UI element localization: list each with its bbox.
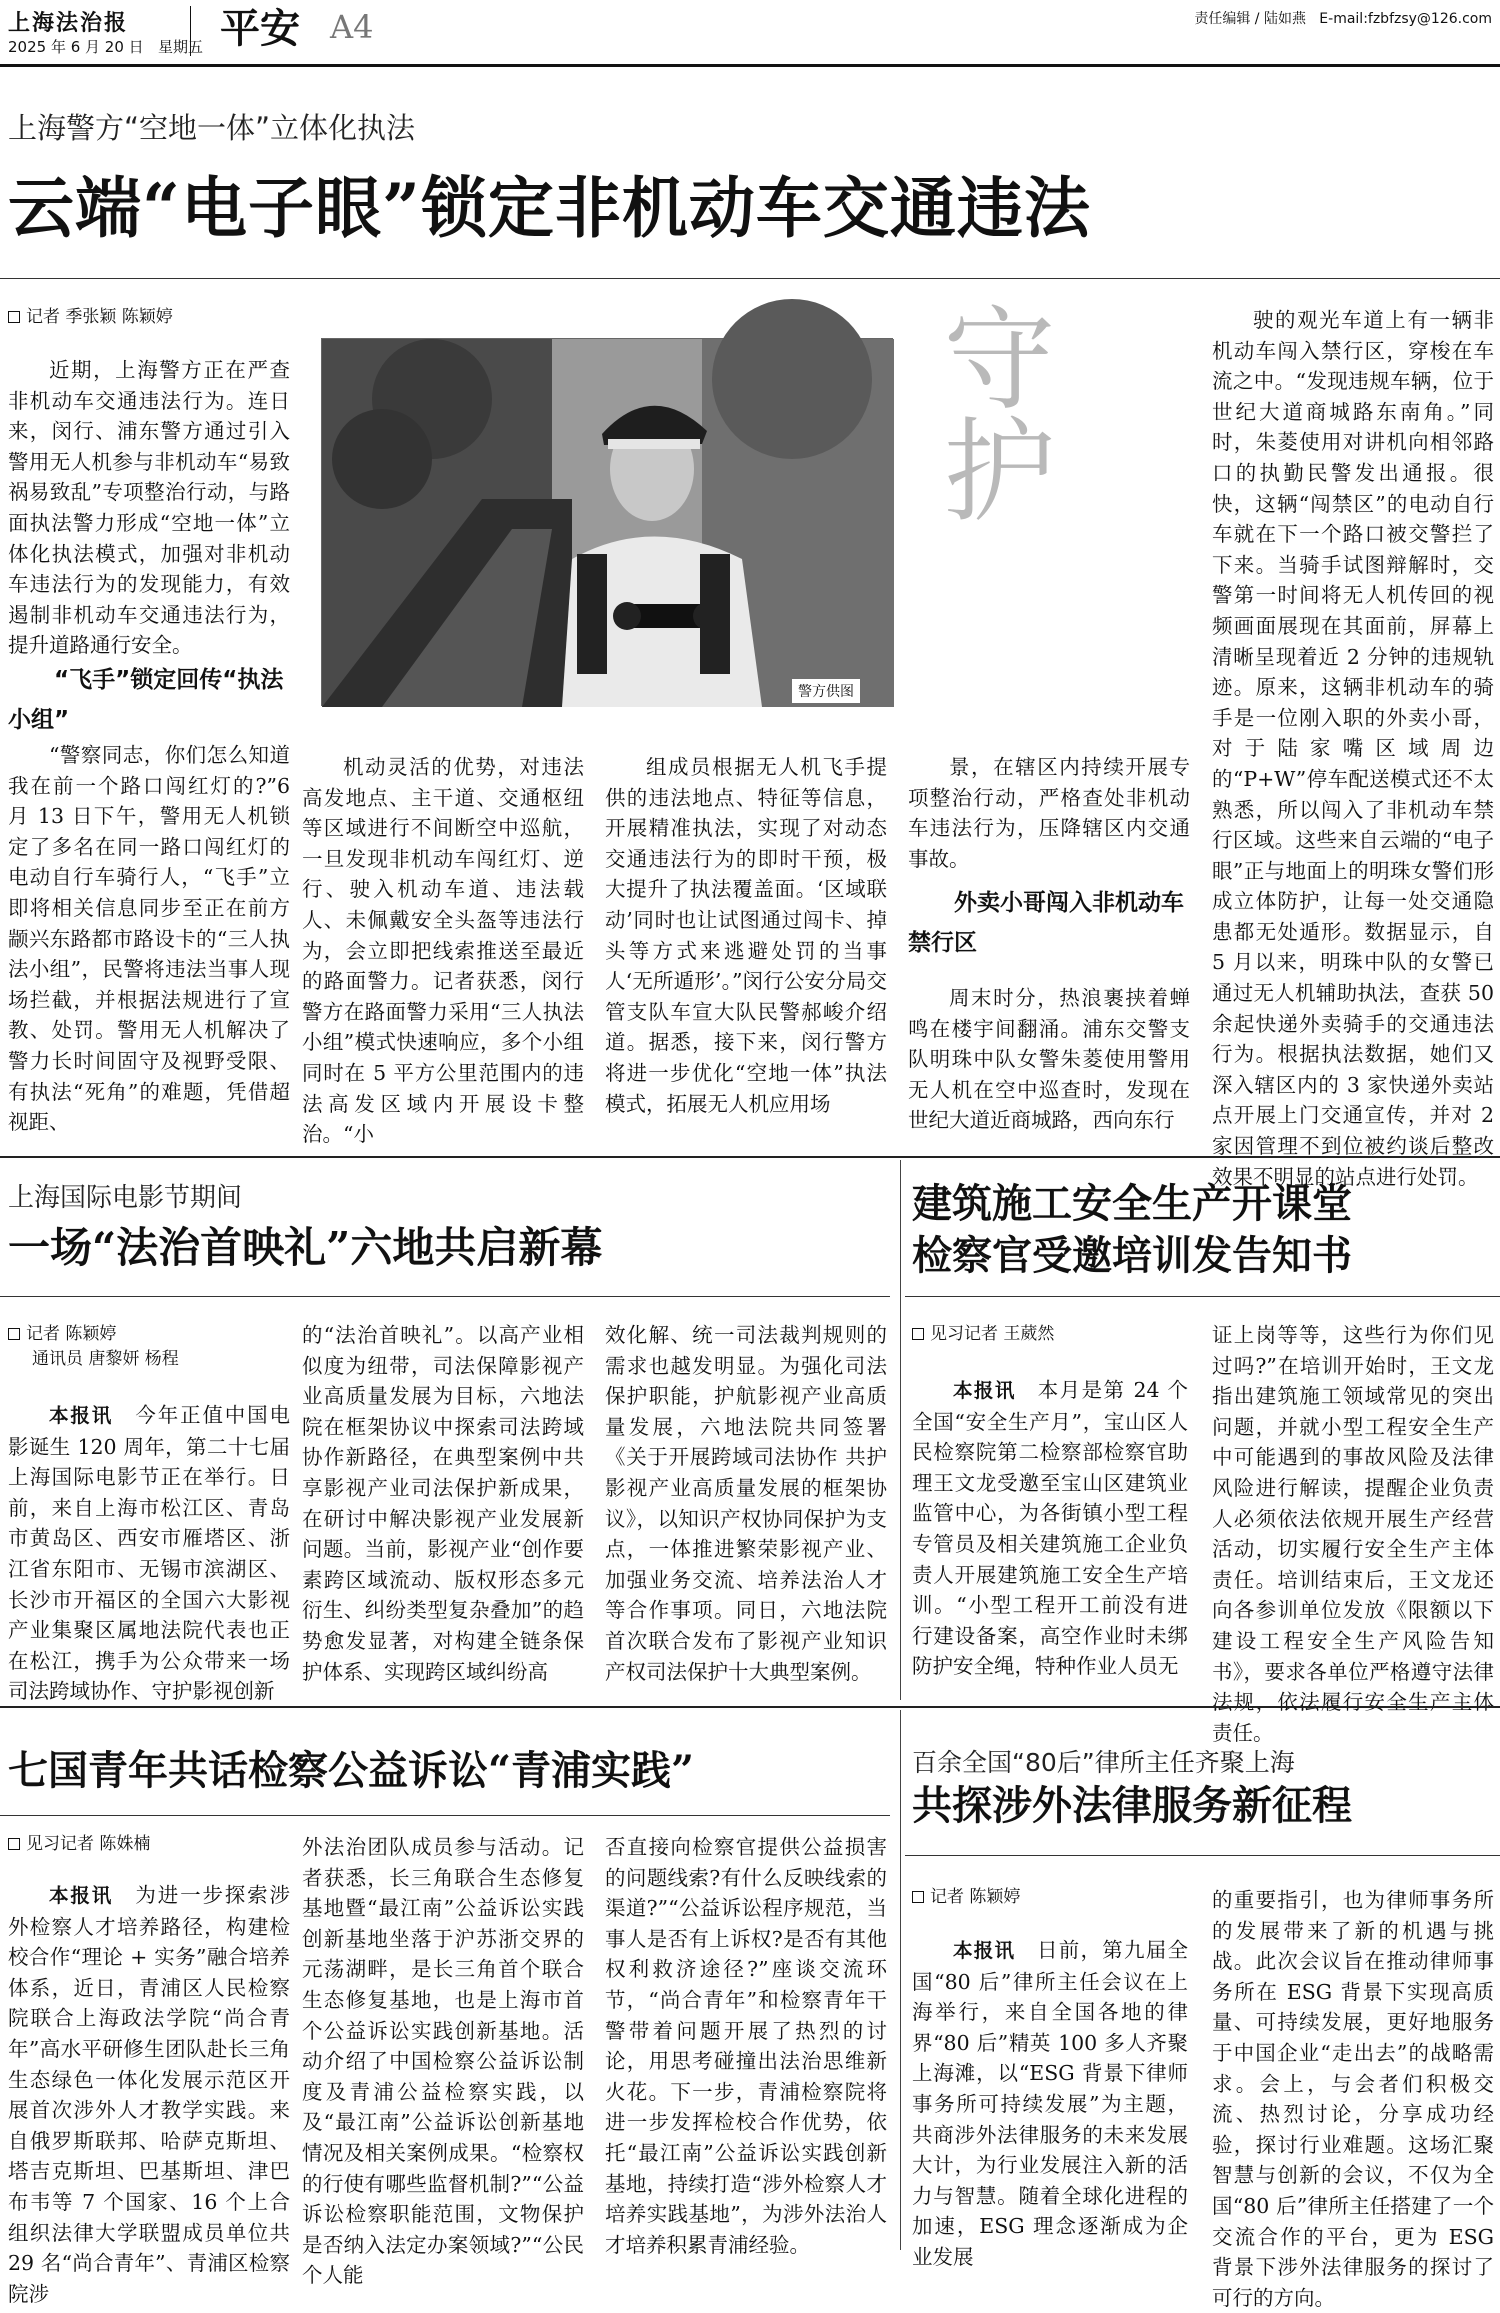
mid-rule-1 bbox=[0, 1156, 1500, 1158]
film-construction-divider bbox=[900, 1160, 901, 1700]
masthead-rule bbox=[0, 64, 1500, 67]
youth-col-3-text: 否直接向检察官提供公益损害的问题线索?有什么反映线索的渠道?”“公益诉讼程序规范，当事人是否有上诉权?是否有其他权利救济途径?”座谈交流环节，“尚合青年”和检察青年干警带着问题开展了热烈的讨论，用思考碰撞出法治思维新火花。下一步，青浦检察院将进一步发挥检校合作优势，依托“最江南”公益诉讼实践创新基地，持续打造“涉外检察人才培养实践基地”，为涉外法治人才培养积累青浦经验。 bbox=[605, 1835, 887, 2257]
film-col-1-text: 本报讯 今年正值中国电影诞生 120 周年，第二十七届上海国际电影节正在举行。日前，来自上海市松江区、青岛市黄岛区、西安市雁塔区、浙江省东阳市、无锡市滨湖区、长沙市开福区的全国六大影视产业集聚区属地法院代表也正在松江，携手为公众带来一场司法跨域协作、守护影视创新 bbox=[8, 1403, 290, 1704]
lead-col-2-text: 机动灵活的优势，对违法高发地点、主干道、交通枢纽等区域进行不间断空中巡航，一旦发现非机动车闯红灯、逆行、驶入机动车道、违法载人、未佩戴安全头盔等违法行为，会立即把线索推送至最近的路面警力。记者获悉，闵行警方在路面警力采用“三人执法小组”模式快速响应，多个小组同时在 5 平方公里范围内的违法高发区域内开展设卡整治。“小 bbox=[302, 755, 584, 1147]
film-byline: 记者 陈颖婷 通讯员 唐黎妍 杨程 bbox=[8, 1322, 179, 1372]
film-col-1 bbox=[8, 1400, 290, 1704]
film-kicker: 上海国际电影节期间 bbox=[8, 1183, 243, 1213]
lead-kicker: 上海警方“空地一体”立体化执法 bbox=[8, 111, 416, 145]
byline-marker-icon bbox=[8, 1838, 20, 1850]
youth-col-3 bbox=[605, 1832, 887, 2257]
film-rule bbox=[0, 1296, 890, 1297]
byline-marker-icon bbox=[912, 1891, 924, 1903]
construction-lead-mark: 本报讯 bbox=[953, 1379, 1016, 1402]
byline-marker-icon bbox=[8, 1328, 20, 1340]
lead-col-4-text: 景，在辖区内持续开展专项整治行动，严格查处非机动车违法行为，压降辖区内交通事故。 bbox=[908, 755, 1190, 871]
editor-line: 责任编辑 / 陆如燕 E-mail:fzbfzsy@126.com bbox=[1194, 11, 1492, 27]
construction-col-2-text: 证上岗等等，这些行为你们见过吗?”在培训开始时，王文龙指出建筑施工领域常见的突出问题，并就小型工程安全生产中可能遇到的事故风险及法律风险进行解读，提醒企业负责人必须依法依规开展生产经营活动，切实履行安全生产主体责任。培训结束后，王文龙还向各参训单位发放《限额以下建设工程安全生产风险告知书》，要求各单位严格遵守法律法规，依法履行安全生产主体责任。 bbox=[1212, 1323, 1494, 1745]
lead-rule bbox=[0, 278, 1500, 279]
construction-headline-2: 检察官受邀培训发告知书 bbox=[912, 1232, 1352, 1279]
construction-headline-1: 建筑施工安全生产开课堂 bbox=[912, 1180, 1352, 1227]
lead-col-4b bbox=[908, 983, 1190, 1178]
lead-subhead-2: 外卖小哥闯入非机动车禁行区 bbox=[908, 890, 1184, 956]
lead-col-2 bbox=[302, 752, 584, 1177]
lawyer-col-2 bbox=[1212, 1885, 1494, 2310]
lead-col-5-text: 驶的观光车道上有一辆非机动车闯入禁行区，穿梭在车流之中。“发现违规车辆，位于世纪大道商城路东南角。”同时，朱菱使用对讲机向相邻路口的执勤民警发出通报。很快，这辆“闯禁区”的电动自行车就在下一个路口被交警拦了下来。当骑手试图辩解时，交警第一时间将无人机传回的视频画面展现在其面前，屏幕上清晰呈现着近 2 分钟的违规轨迹。原来，这辆非机动车的骑手是一位刚入职的外卖小哥，对于陆家嘴区域周边的“P+W”停车配送模式还不太熟悉，所以闯入了非机动车禁行区域。这些来自云端的“电子眼”正与地面上的明珠女警们形成立体防护，让每一处交通隐患都无处遁形。数据显示，自 5 月以来，明珠中队的女警已通过无人机辅助执法，查获 50 余起快递外卖骑手的交通违法行为。根据执法数据，她们又深入辖区内的 3 家快递外卖站点开展上门交通宣传，并对 2 家因管理不到位被约谈后整改效果不明显的站点进行处罚。 bbox=[1212, 308, 1494, 1189]
lead-col-1 bbox=[8, 740, 290, 1180]
construction-byline: 见习记者 王葳然 bbox=[912, 1322, 1054, 1347]
lawyer-lead-mark: 本报讯 bbox=[953, 1939, 1016, 1962]
lead-byline: 记者 季张颖 陈颖婷 bbox=[8, 305, 173, 330]
masthead-divider bbox=[190, 6, 191, 56]
film-headline: 一场“法治首映礼”六地共启新幕 bbox=[8, 1223, 603, 1272]
youth-rule bbox=[0, 1815, 890, 1816]
page-number: A4 bbox=[330, 8, 374, 46]
lawyer-byline: 记者 陈颖婷 bbox=[912, 1885, 1020, 1910]
lead-col-3-text: 组成员根据无人机飞手提供的违法地点、特征等信息，开展精准执法，实现了对动态交通违法行为的即时干预，极大提升了执法覆盖面。‘区域联动’同时也让试图通过闯卡、掉头等方式来逃避处罚的当事人‘无所遁形’。”闵行公安分局交管支队车宣大队民警郝峻介绍道。据悉，接下来，闵行警方将进一步优化“空地一体”执法模式，拓展无人机应用场 bbox=[605, 755, 887, 1116]
section-name: 平安 bbox=[220, 6, 300, 52]
byline-marker-icon bbox=[912, 1328, 924, 1340]
lead-col-1-text: “警察同志，你们怎么知道我在前一个路口闯红灯的?”6 月 13 日下午，警用无人机锁定了多名在同一路口闯红灯的电动自行车骑行人，“飞手”立即将相关信息同步至正在前方颛兴东路都市路设卡的“三人执法小组”，民警将违法当事人现场拦截，并根据法规进行了宣教、处罚。警用无人机解决了警力长时间固守及视野受限、有执法“死角”的难题，凭借超视距、 bbox=[8, 743, 290, 1135]
calligraphy-watermark: 守护 bbox=[925, 300, 1055, 524]
youth-col-2-text: 外法治团队成员参与活动。记者获悉，长三角联合生态修复基地暨“最江南”公益诉讼实践创新基地坐落于沪苏浙交界的元荡湖畔，是长三角首个联合生态修复基地，也是上海市首个公益诉讼实践创新基地。活动介绍了中国检察公益诉讼制度及青浦公益检察实践，以及“最江南”公益诉讼创新基地情况及相关案例成果。“检察权的行使有哪些监督机制?”“公益诉讼检察职能范围，文物保护是否纳入法定办案领域?”“公民个人能 bbox=[302, 1835, 584, 2288]
construction-col-1 bbox=[912, 1375, 1188, 1700]
lead-subhead-1: “飞手”锁定回传“执法小组” bbox=[8, 667, 284, 733]
lawyer-col-1-text: 本报讯 日前，第九届全国“80 后”律所主任会议在上海举行，来自全国各地的律界“80 后”精英 100 多人齐聚上海滩，以“ESG 背景下律师事务所可持续发展”为主题，共商涉外法律服务的未来发展大计，为行业发展注入新的活力与智慧。随着全球化进程的加速，ESG 理念逐渐成为企业发展 bbox=[912, 1938, 1188, 2269]
youth-lawyer-divider bbox=[900, 1710, 901, 2250]
lead-intro bbox=[8, 355, 290, 658]
lawyer-col-1 bbox=[912, 1935, 1188, 2269]
lead-headline: 云端“电子眼”锁定非机动车交通违法 bbox=[8, 169, 1091, 247]
lead-photo bbox=[321, 338, 893, 706]
lead-col-5 bbox=[1212, 305, 1494, 1189]
youth-byline: 见习记者 陈姝楠 bbox=[8, 1832, 150, 1857]
film-col-2-text: 的“法治首映礼”。以高产业相似度为纽带，司法保障影视产业高质量发展为目标，六地法院在框架协议中探索司法跨域协作新路径，在典型案例中共享影视产业司法保护新成果，在研讨中解决影视产业发展新问题。当前，影视产业“创作要素跨区域流动、版权形态多元衍生、纠纷类型复杂叠加”的趋势愈发显著，对构建全链条保护体系、实现跨区域纠纷高 bbox=[302, 1323, 584, 1684]
film-lead-mark: 本报讯 bbox=[49, 1404, 114, 1427]
lead-col-3 bbox=[605, 752, 887, 1177]
lawyer-rule bbox=[905, 1855, 1500, 1856]
lawyer-headline: 共探涉外法律服务新征程 bbox=[912, 1782, 1352, 1829]
lead-intro-text: 近期，上海警方正在严查非机动车交通违法行为。连日来，闵行、浦东警方通过引入警用无人机参与非机动车“易致祸易致乱”专项整治行动，与路面执法警力形成“空地一体”立体化执法模式，加强对非机动车违法行为的发现能力，有效遏制非机动车交通违法行为，提升道路通行安全。 bbox=[8, 358, 290, 658]
youth-col-1 bbox=[8, 1880, 290, 2306]
lead-col-4b-text: 周末时分，热浪裹挟着蝉鸣在楼宇间翻涌。浦东交警支队明珠中队女警朱菱使用警用无人机在空中巡查时，发现在世纪大道近商城路，西向东行 bbox=[908, 986, 1190, 1133]
lead-col-4 bbox=[908, 752, 1190, 882]
film-col-3 bbox=[605, 1320, 887, 1700]
masthead bbox=[0, 0, 1500, 62]
construction-rule bbox=[905, 1296, 1500, 1297]
youth-headline: 七国青年共话检察公益诉讼“青浦实践” bbox=[8, 1747, 695, 1794]
police-drone-operator-image bbox=[322, 339, 894, 707]
construction-col-2 bbox=[1212, 1320, 1494, 1745]
film-col-3-text: 效化解、统一司法裁判规则的需求也越发明显。为强化司法保护职能，护航影视产业高质量发展，六地法院共同签署《关于开展跨域司法协作 共护影视产业高质量发展的框架协议》，以知识产权协同保护为支点，一体推进繁荣影视产业、加强业务交流、培养法治人才等合作事项。同日，六地法院首次联合发布了影视产业知识产权司法保护十大典型案例。 bbox=[605, 1323, 887, 1684]
youth-col-2 bbox=[302, 1832, 584, 2288]
construction-col-1-text: 本报讯 本月是第 24 个全国“安全生产月”，宝山区人民检察院第二检察部检察官助理王文龙受邀至宝山区建筑业监管中心，为各街镇小型工程专管员及相关建筑施工企业负责人开展建筑施工安全生产培训。“小型工程开工前没有进行建设备案，高空作业时未绑防护安全绳，特种作业人员无 bbox=[912, 1378, 1188, 1679]
photo-credit: 警方供图 bbox=[792, 679, 860, 703]
paper-name: 上海法治报 bbox=[8, 10, 129, 36]
film-col-2 bbox=[302, 1320, 584, 1700]
youth-lead-mark: 本报讯 bbox=[49, 1884, 114, 1907]
lawyer-col-2-text: 的重要指引，也为律师事务所的发展带来了新的机遇与挑战。此次会议旨在推动律师事务所在 ESG 背景下实现高质量、可持续发展，更好地服务于中国企业“走出去”的战略需求。会上，与会者们积极交流、热烈讨论，分享成功经验，探讨行业难题。这场汇聚智慧与创新的会议，不仅为全国“80 后”律所主任搭建了一个交流合作的平台，更为 ESG 背景下涉外法律服务的探讨了可行的方向。 bbox=[1212, 1888, 1494, 2310]
youth-col-1-text: 本报讯 为进一步探索涉外检察人才培养路径，构建检校合作“理论 + 实务”融合培养体系，近日，青浦区人民检察院联合上海政法学院“尚合青年”高水平研修生团队赴长三角生态绿色一体化发展示范区开展首次涉外人才教学实践。来自俄罗斯联邦、哈萨克斯坦、塔吉克斯坦、巴基斯坦、津巴布韦等 7 个国家、16 个上合组织法律大学联盟成员单位共 29 名“尚合青年”、青浦区检察院涉 bbox=[8, 1883, 290, 2306]
lawyer-kicker: 百余全国“80后”律所主任齐聚上海 bbox=[912, 1748, 1295, 1777]
date-line: 2025 年 6 月 20 日 星期五 bbox=[8, 38, 203, 56]
byline-marker-icon bbox=[8, 311, 20, 323]
mid-rule-2 bbox=[0, 1706, 1500, 1708]
